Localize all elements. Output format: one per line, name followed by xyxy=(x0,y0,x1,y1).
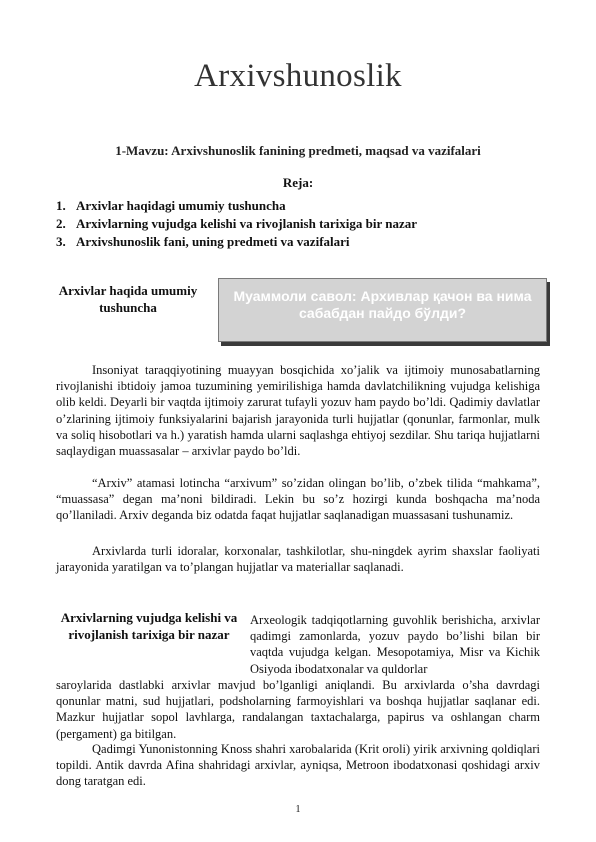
plan-item xyxy=(56,197,536,215)
plan-list xyxy=(56,197,536,251)
section-heading-vujudga-kelishi: Arxivlarning vujudga kelishi va rivojlanish tarixiga bir nazar xyxy=(60,610,238,642)
topic-subtitle: 1-Mavzu: Arxivshunoslik fanining predmeti, maqsad va vazifalari xyxy=(115,143,481,158)
plan-item-number: 2. xyxy=(56,216,66,231)
section-heading-arxivlar: Arxivlar haqida umumiy tushuncha xyxy=(58,283,198,315)
plan-item-number: 1. xyxy=(56,198,66,213)
body-paragraph: Qadimgi Yunonistonning Knoss shahri xarobalarida (Krit oroli) yirik arxivning qoldiqlari topildi. Antik davrda Afina shahridagi arxivlar, ayniqsa, Metroon ibodatxonasi qoshidagi arxiv dong taratgan edi. xyxy=(56,742,540,789)
document-title: Arxivshunoslik xyxy=(194,58,402,94)
problem-question-text: Муаммоли савол: Архивлар қачон ва нима сабабдан пайдо бўлди? xyxy=(233,288,532,321)
problem-question-box xyxy=(218,278,547,342)
plan-item-text: Arxivshunoslik fani, uning predmeti va vazifalari xyxy=(76,234,350,249)
plan-item xyxy=(56,233,536,251)
plan-item xyxy=(56,215,536,233)
plan-item-number: 3. xyxy=(56,234,66,249)
body-paragraph: Arxivlarda turli idoralar, korxonalar, tashkilotlar, shu-ningdek ayrim shaxslar faoliyati jarayonida yaratilgan va to’plangan hujjatlar va materiallar saqlanadi. xyxy=(56,544,540,575)
body-paragraph-continued: saroylarida dastlabki arxivlar mavjud bo’lganligi aniqlandi. Bu arxivlarda o’sha davrdagi qonunlar matni, sud hujjatlari, podsholarning farmoyishlari va boshqa hujjatlar saqlanar edi. Mazkur hujjatlar sopol lavhlarga, randalangan taxtachalarga, papirus va oshlangan charm (pergament) ga bitilgan. xyxy=(56,678,540,741)
body-paragraph: Insoniyat taraqqiyotining muayyan bosqichida xo’jalik va ijtimoiy munosabatlarning rivojlanishi ibtidoiy jamoa tuzumining yemirilishiga hamda davlatchilikning vujudga kelishiga olib keldi. Deyarli bir vaqtda ijtimoiy zarurat tufayli yozuv ham paydo bo’ldi. Qadimiy davlatlar o’zlarining ijtimoiy funksiyalarini bajarish jarayonida turli hujjatlar (qonunlar, farmonlar, mulk va soliq hisobotlari va h.) yaratish hamda ularni saqlashga ehtiyoj sezdilar. Shu tariqa hujjatlarni saqlaydigan muassasalar – arxivlar paydo bo’ldi. xyxy=(56,363,540,459)
page-number: 1 xyxy=(295,804,301,815)
plan-item-text: Arxivlar haqidagi umumiy tushuncha xyxy=(76,198,286,213)
body-paragraph-wrapped: Arxeologik tadqiqotlarning guvohlik berishicha, arxivlar qadimgi zamonlarda, yozuv paydo bo’lishi bilan bir vaqtda vujudga kelgan. Mesopotamiya, Misr va Kichik Osiyoda ibodatxonalar va quldorlar xyxy=(250,613,540,676)
body-paragraph: “Arxiv” atamasi lotincha “arxivum” so’zidan olingan bo’lib, o’zbek tilida “mahkama”, “muassasa” degan ma’noni bildiradi. Lekin bu so’z hozirgi kunda boshqacha ma’noda qo’llaniladi. Arxiv deganda biz odatda faqat hujjatlar saqlanadigan muassasani tushunamiz. xyxy=(56,476,540,523)
plan-heading: Reja: xyxy=(282,175,314,190)
plan-item-text: Arxivlarning vujudga kelishi va rivojlanish tarixiga bir nazar xyxy=(76,216,418,231)
